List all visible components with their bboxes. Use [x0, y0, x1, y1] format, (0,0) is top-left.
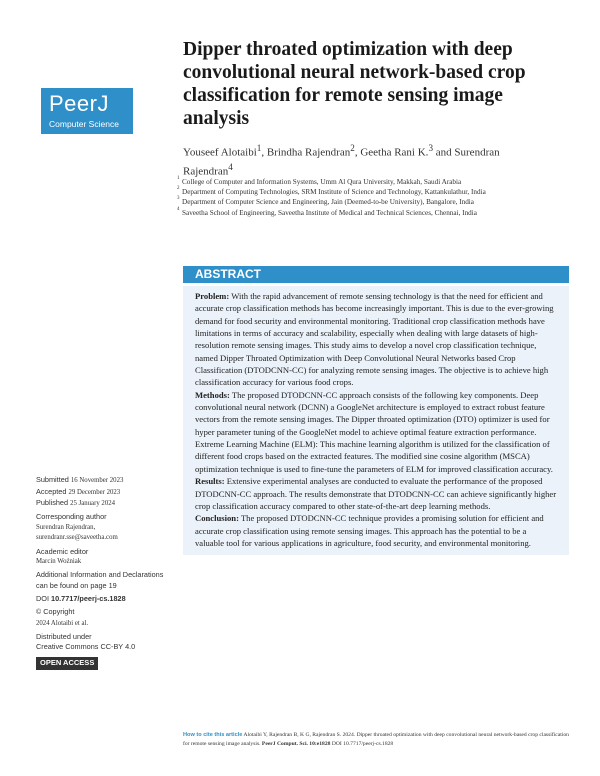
editor-label: Academic editor [36, 546, 89, 556]
abstract-conclusion [195, 512, 557, 549]
author-sup: 1 [256, 143, 262, 153]
copyright-label: Copyright [43, 607, 75, 617]
how-to-cite-label: How to cite this article [183, 732, 243, 738]
methods-label: Methods: [195, 389, 230, 400]
distributed-label: Distributed under [36, 631, 92, 641]
author-name: Geetha Rani K. [360, 146, 429, 159]
affiliation-sup: 1 [177, 176, 180, 181]
logo-name: PeerJ [49, 91, 109, 116]
corresponding-email-link[interactable]: surendranr.sse@saveetha.com [36, 534, 118, 542]
published-value: 25 January 2024 [70, 500, 116, 508]
license [36, 632, 166, 653]
problem-text: With the rapid advancement of remote sensing technology is that the need for efficient and accurate crop classification methods has become increasingly important. This is due to the ever-growing demand for food security and environmental monitoring. Traditional crop classification methods have limitations in terms of accuracy and scalability, especially when dealing with large datasets of high-resolution remote sensing images. This study aims to develop a novel crop classification technique, named Dipper Throated Optimization with Deep Convolutional Neural Networks based Crop Classification (DTODCNN-CC) for analyzing remote sensing images. The objective is to achieve high classification accuracy for various food crops. [195, 291, 554, 388]
corresponding-author [36, 512, 166, 544]
copyright-value: 2024 Alotaibi et al. [36, 619, 89, 627]
conclusion-text: The proposed DTODCNN-CC technique provides a promising solution for efficient and accurate crop classification using remote sensing images. This approach has the potential to be a valuable tool for various applications in agriculture, food security, and environmental monitoring. [195, 513, 544, 548]
submitted-value: 16 November 2023 [70, 477, 124, 484]
author-name: Surendran Rajendran [183, 146, 500, 178]
problem-label: Problem: [195, 291, 230, 301]
citation [183, 731, 573, 748]
license-link[interactable]: Creative Commons CC-BY 4.0 [36, 642, 136, 652]
published-date [36, 498, 166, 510]
affiliation-sup: 3 [177, 196, 180, 202]
affiliation [177, 197, 527, 207]
academic-editor [36, 547, 166, 568]
affiliation [177, 177, 527, 187]
affiliation [177, 208, 527, 218]
copyright [36, 607, 166, 629]
accepted-value: 29 December 2023 [68, 488, 121, 496]
published-label: Published [36, 498, 69, 508]
abstract-results [195, 475, 557, 512]
affiliation [177, 187, 527, 197]
affiliation-sup: 2 [177, 186, 180, 192]
conclusion-label: Conclusion: [195, 513, 239, 524]
accepted-date [36, 487, 166, 499]
doi [36, 594, 166, 605]
results-label: Results: [195, 476, 225, 487]
abstract-methods [195, 389, 557, 475]
article-info-sidebar [36, 475, 166, 670]
affiliation-sup: 4 [177, 206, 180, 212]
dates [36, 475, 166, 510]
citation-journal: PeerJ Comput. Sci. 10:e1828 [261, 740, 331, 747]
affiliation-text: College of Computer and Information Systems, Umm Al Qura University, Makkah, Saudi Arabia [182, 178, 462, 186]
editor-name: Marcin Woźniak [36, 558, 82, 566]
citation-doi[interactable]: DOI 10.7717/peerj-cs.1828 [331, 740, 394, 747]
peerj-logo [41, 88, 133, 134]
affiliation-text: Department of Computing Technologies, SRM Institute of Science and Technology, Kattankulathur, India [182, 188, 486, 197]
affiliation-list [177, 177, 527, 218]
abstract-problem [195, 290, 557, 389]
submitted-date [36, 475, 166, 487]
accepted-label: Accepted [36, 486, 67, 496]
copyright-icon: © [36, 609, 42, 617]
results-text: Extensive experimental analyses are conducted to evaluate the performance of the proposed DTODCNN-CC approach. The results demonstrate that DTODCNN-CC can achieve significantly higher crop classification accuracy compared to other state-of-the-art deep learning methods. [195, 476, 557, 511]
author-sup: 2 [350, 143, 355, 153]
abstract-body [183, 286, 569, 555]
author-name: Youseef Alotaibi [183, 146, 257, 159]
article-title: Dipper throated optimization with deep convolutional neural network-based crop classification for remote sensing image analysis [183, 39, 526, 129]
corresponding-name: Surendran Rajendran, [36, 523, 96, 531]
corresponding-label: Corresponding author [36, 512, 107, 522]
author-sup: 4 [228, 161, 233, 172]
author-sup: 3 [428, 143, 434, 153]
doi-link[interactable]: 10.7717/peerj-cs.1828 [51, 593, 126, 603]
affiliation-text: Saveetha School of Engineering, Saveetha Institute of Medical and Technical Sciences, Chennai, India [182, 208, 477, 217]
logo-subtitle: Computer Science [49, 119, 119, 129]
open-access-badge: OPEN ACCESS [36, 657, 98, 670]
citation-text: Alotaibi Y, Rajendran B, K G, Rajendran S. 2024. Dipper throated optimization with deep convolutional neural network-based crop classification for remote sensing image analysis. [183, 732, 569, 747]
affiliation-text: Department of Computer Science and Engineering, Jain (Deemed-to-be University), Bangalore, India [182, 198, 474, 207]
additional-info: Additional Information and Declarations can be found on page 19 [36, 570, 164, 590]
submitted-label: Submitted [36, 475, 69, 484]
author-list: Youseef Alotaibi$^1$, Brindha Rajendran$^2$, Geetha Rani K.$^3$ and Surendran Rajendran$^4$ [183, 143, 500, 178]
methods-text: The proposed DTODCNN-CC approach consists of the following key components. Deep convolutional neural network (DCNN) a GoogleNet architecture is employed to extract robust feature vectors from the remote sensing images. The Dipper throated optimization (DTO) optimizer is used for hyper parameter tuning of the GoogleNet model to achieve optimal feature extraction performance. Extreme Learning Machine (ELM): This machine learning algorithm is utilized for the classification of different food crops based on the extracted features. The modified sine cosine algorithm (MSCA) optimization technique is used to fine-tune the parameters of ELM for improved classification accuracy. [195, 389, 553, 474]
doi-label: DOI [36, 593, 49, 603]
author-name: Brindha Rajendran [266, 146, 351, 159]
abstract-header: ABSTRACT [183, 266, 569, 283]
